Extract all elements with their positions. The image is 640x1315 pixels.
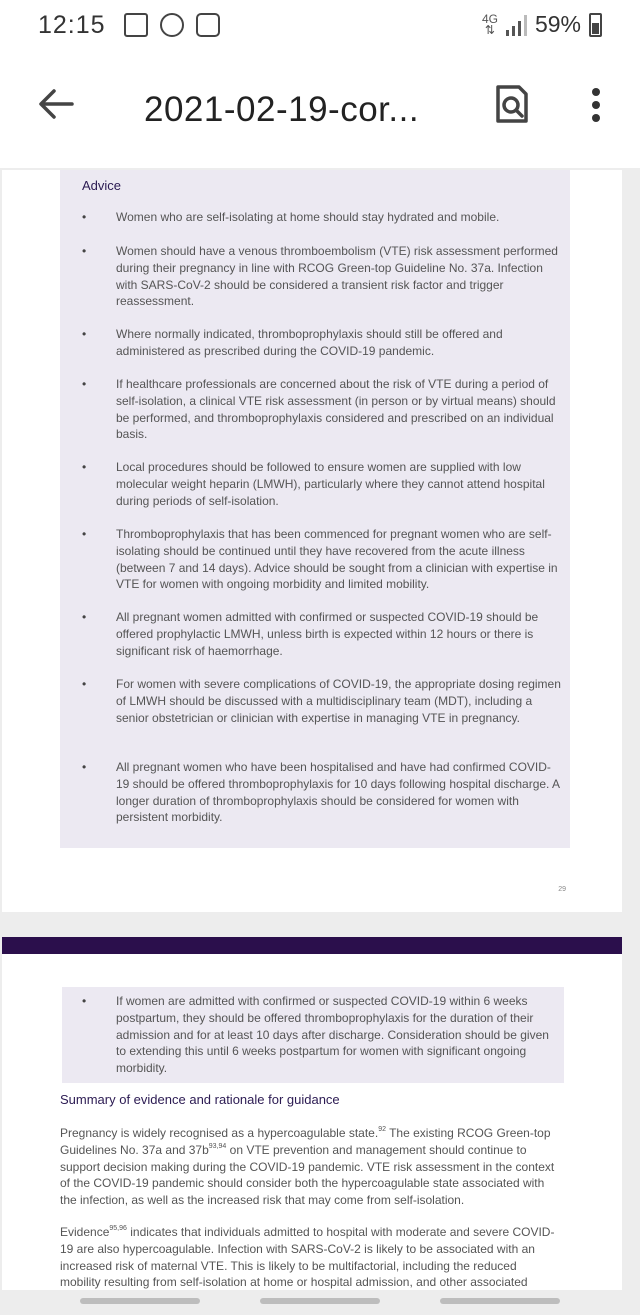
recents-button[interactable] (80, 1298, 200, 1304)
advice-bullet: • Thromboprophylaxis that has been commenced for pregnant women who are self-isolating should be continued until they have recovered from the acute illness (between 7 and 14 days). Advice should be sought from a clinician with expertise in VTE for women with ongoing morbidity and limited mobility. (82, 527, 558, 592)
messenger-icon (160, 13, 184, 37)
advice-bullet: • Where normally indicated, thromboprophylaxis should still be offered and administered as prescribed during the COVID-19 pandemic. (82, 327, 503, 358)
image-icon (124, 13, 148, 37)
back-button[interactable] (440, 1298, 560, 1304)
navigation-bar (0, 1290, 640, 1315)
app-bar (0, 52, 640, 168)
status-time: 12:15 (38, 11, 106, 39)
find-in-document-icon[interactable] (494, 84, 530, 124)
document-title: 2021-02-19-cor... (144, 90, 420, 129)
advice-bullet: • Local procedures should be followed to ensure women are supplied with low molecular weight heparin (LMWH), particularly where they cannot attend hospital during periods of self-isolation. (82, 460, 545, 508)
advice-bullet: • If women are admitted with confirmed or suspected COVID-19 within 6 weeks postpartum, they should be offered thromboprophylaxis for the duration of their admission and for at least 10 days after discharge. Consideration should be given to extending this until 6 weeks postpartum for women with significant ongoing morbidity. (82, 994, 549, 1076)
advice-bullet: • All pregnant women admitted with confirmed or suspected COVID-19 should be offered prophylactic LMWH, unless birth is expected within 12 hours or there is significant risk of haemorrhage. (82, 610, 539, 658)
home-button[interactable] (260, 1298, 380, 1304)
summary-heading: Summary of evidence and rationale for guidance (60, 1092, 340, 1107)
advice-bullet: • For women with severe complications of COVID-19, the appropriate dosing regimen of LMWH should be discussed with a multidisciplinary team (MDT), including a senior obstetrician or clinician with expertise in managing VTE in pregnancy. (82, 677, 561, 725)
battery-icon (589, 13, 602, 37)
status-bar (0, 0, 640, 52)
advice-box (60, 170, 570, 848)
advice-bullet: • Women should have a venous thromboembolism (VTE) risk assessment performed during their pregnancy in line with RCOG Green-top Guideline No. 37a. Infection with SARS-CoV-2 should be considered a transient risk factor and trigger reassessment. (82, 244, 558, 309)
more-options-icon[interactable] (590, 88, 602, 124)
battery-percent: 59% (534, 11, 581, 37)
back-arrow-icon[interactable] (34, 82, 78, 126)
pdf-page-30[interactable] (2, 937, 622, 1297)
evidence-paragraph: Evidence$^{95,96}$ indicates that individuals admitted to hospital with moderate and severe COVID-19 are also hypercoagulable. Infection with SARS-CoV-2 is likely to be associated with an increased risk of maternal VTE. This is likely to be multifactorial, including the reduced mobility resulting from self-isolation at home or hospital admission, and other associated (60, 1225, 555, 1290)
notification-icons (124, 13, 220, 37)
page-number: 29 (558, 886, 566, 893)
evidence-paragraph: Pregnancy is widely recognised as a hypercoagulable state.$^{92}$ The existing RCOG Green-top Guidelines No. 37a and $37b^{93,94}$ on VTE prevention and management should continue to support decision making during the COVID-19 pandemic. VTE risk assessment in the context of the COVID-19 pandemic should consider both the hypercoagulable state associated with the infection, as well as the increased risk that may come from self-isolation. (60, 1126, 555, 1208)
advice-bullet: • Women who are self-isolating at home should stay hydrated and mobile. (82, 210, 500, 224)
pdf-page-29[interactable] (2, 170, 622, 912)
advice-box (62, 987, 564, 1083)
star-icon (196, 13, 220, 37)
advice-bullet: • If healthcare professionals are concerned about the risk of VTE during a period of self-isolation, a clinical VTE risk assessment (in person or by virtual means) should be performed, and thromboprophylaxis considered and prescribed on an individual basis. (82, 377, 556, 442)
signal-icon (506, 14, 527, 36)
page-header-bar (2, 937, 622, 954)
network-icon: 4G ⇅ (481, 11, 498, 37)
advice-bullet: • All pregnant women who have been hospitalised and have had confirmed COVID-19 should be offered thromboprophylaxis for 10 days following hospital discharge. A longer duration of thromboprophylaxis should be considered for women with persistent morbidity. (82, 760, 560, 825)
status-right (482, 11, 602, 38)
advice-heading: Advice (82, 178, 122, 193)
